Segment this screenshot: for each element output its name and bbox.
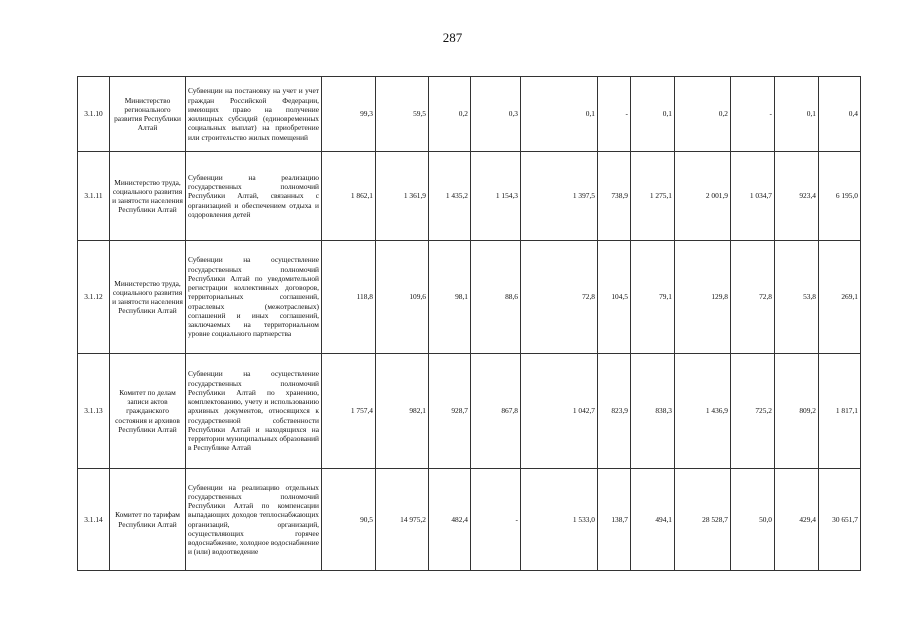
row-value: 59,5 — [376, 77, 429, 152]
row-value: 1 435,2 — [429, 152, 471, 241]
row-value: 429,4 — [775, 469, 819, 571]
row-value: 2 001,9 — [675, 152, 731, 241]
row-value: 867,8 — [471, 354, 521, 469]
row-value: 1 034,7 — [731, 152, 775, 241]
row-value: 104,5 — [598, 241, 631, 354]
row-value: 823,9 — [598, 354, 631, 469]
row-code: 3.1.13 — [78, 354, 110, 469]
row-value: 79,1 — [631, 241, 675, 354]
row-code: 3.1.14 — [78, 469, 110, 571]
row-value: 982,1 — [376, 354, 429, 469]
row-code: 3.1.10 — [78, 77, 110, 152]
row-value: - — [731, 77, 775, 152]
page-number: 287 — [442, 30, 463, 45]
row-value: 809,2 — [775, 354, 819, 469]
budget-table — [77, 76, 861, 571]
row-value: 129,8 — [675, 241, 731, 354]
row-value: 1 862,1 — [322, 152, 376, 241]
row-value: 725,2 — [731, 354, 775, 469]
row-value: 928,7 — [429, 354, 471, 469]
row-code: 3.1.11 — [78, 152, 110, 241]
row-value: 30 651,7 — [819, 469, 861, 571]
row-value: 0,3 — [471, 77, 521, 152]
row-organization: Министерство регионального развития Республики Алтай — [110, 77, 186, 152]
row-value: 269,1 — [819, 241, 861, 354]
row-value: 1 275,1 — [631, 152, 675, 241]
row-value: 923,4 — [775, 152, 819, 241]
table-row — [78, 77, 861, 152]
row-value: 838,3 — [631, 354, 675, 469]
row-value: 6 195,0 — [819, 152, 861, 241]
row-organization: Министерство труда, социального развития и занятости населения Республики Алтай — [110, 241, 186, 354]
row-value: 72,8 — [731, 241, 775, 354]
row-description: Субвенции на постановку на учет и учет граждан Российской Федерации, имеющих право на получение жилищных субсидий (единовременных социальных выплат) на приобретение или строительство жилых помещений — [186, 77, 322, 152]
row-value: 14 975,2 — [376, 469, 429, 571]
row-value: 0,1 — [775, 77, 819, 152]
row-value: 118,8 — [322, 241, 376, 354]
row-organization: Министерство труда, социального развития и занятости населения Республики Алтай — [110, 152, 186, 241]
row-value: 1 042,7 — [521, 354, 598, 469]
row-value: 0,4 — [819, 77, 861, 152]
row-value: 98,1 — [429, 241, 471, 354]
row-value: 72,8 — [521, 241, 598, 354]
row-description: Субвенции на реализацию государственных полномочий Республики Алтай, связанных с организацией и обеспечением отдыха и оздоровления детей — [186, 152, 322, 241]
row-value: 1 154,3 — [471, 152, 521, 241]
row-value: 99,3 — [322, 77, 376, 152]
table-row — [78, 152, 861, 241]
row-description: Субвенции на реализацию отдельных государственных полномочий Республики Алтай по компенсации выпадающих доходов теплоснабжающих организаций, организаций, осуществляющих горячее водоснабжение, холодное водоснабжение и (или) водоотведение — [186, 469, 322, 571]
table-row — [78, 241, 861, 354]
row-value: - — [471, 469, 521, 571]
row-organization: Комитет по тарифам Республики Алтай — [110, 469, 186, 571]
row-value: 738,9 — [598, 152, 631, 241]
row-value: 0,1 — [521, 77, 598, 152]
row-value: 0,2 — [429, 77, 471, 152]
row-description: Субвенции на осуществление государственных полномочий Республики Алтай по хранению, комплектованию, учету и использованию архивных документов, относящихся к государственной собственности Республики Алтай и находящихся на территории муниципальных образований в Республике Алтай — [186, 354, 322, 469]
row-value: 88,6 — [471, 241, 521, 354]
table-row — [78, 469, 861, 571]
row-value: 109,6 — [376, 241, 429, 354]
row-value: 138,7 — [598, 469, 631, 571]
row-value: 1 533,0 — [521, 469, 598, 571]
row-value: - — [598, 77, 631, 152]
row-value: 482,4 — [429, 469, 471, 571]
table-row — [78, 354, 861, 469]
row-value: 1 361,9 — [376, 152, 429, 241]
row-value: 494,1 — [631, 469, 675, 571]
row-organization: Комитет по делам записи актов гражданского состояния и архивов Республики Алтай — [110, 354, 186, 469]
row-value: 1 436,9 — [675, 354, 731, 469]
row-value: 1 397,5 — [521, 152, 598, 241]
row-description: Субвенции на осуществление государственных полномочий Республики Алтай по уведомительной регистрации коллективных договоров, территориальных соглашений, отраслевых (межотраслевых) соглашений и иных соглашений, заключаемых на территориальном уровне социального партнерства — [186, 241, 322, 354]
row-code: 3.1.12 — [78, 241, 110, 354]
row-value: 28 528,7 — [675, 469, 731, 571]
row-value: 0,2 — [675, 77, 731, 152]
row-value: 53,8 — [775, 241, 819, 354]
row-value: 0,1 — [631, 77, 675, 152]
row-value: 1 757,4 — [322, 354, 376, 469]
row-value: 90,5 — [322, 469, 376, 571]
row-value: 50,0 — [731, 469, 775, 571]
row-value: 1 817,1 — [819, 354, 861, 469]
